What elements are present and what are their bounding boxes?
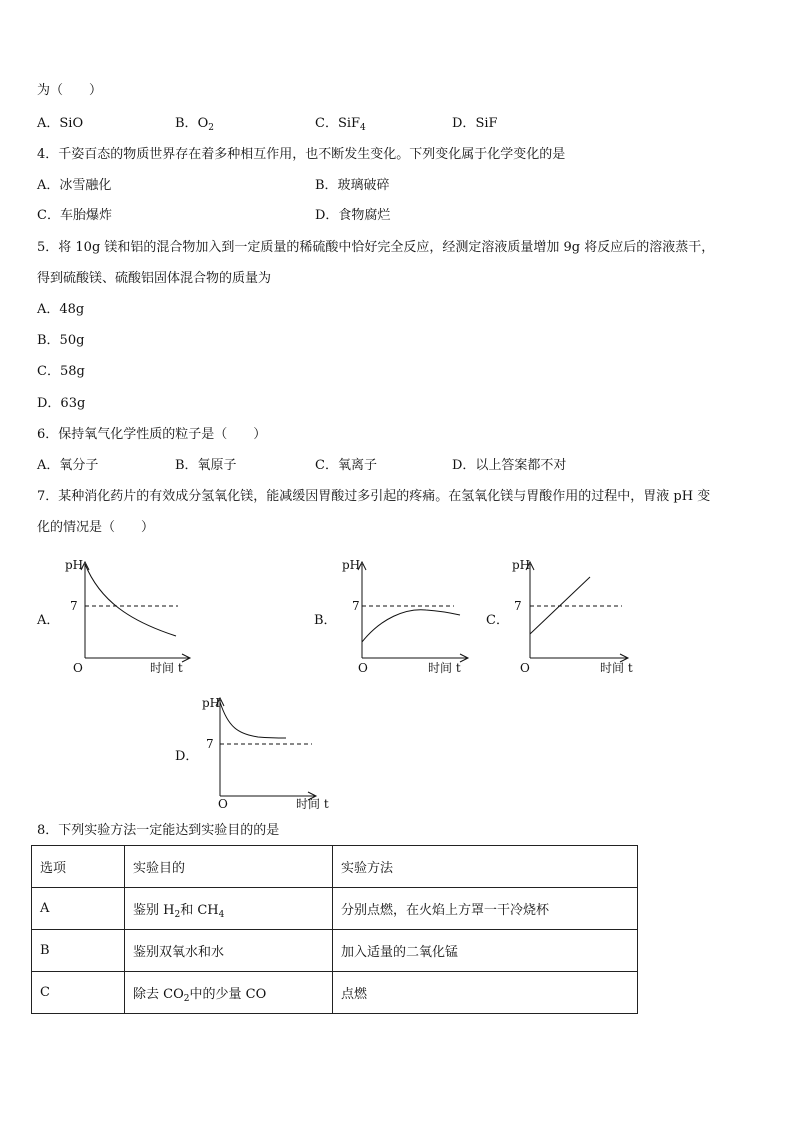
graph-b-ref: 7 <box>352 599 360 613</box>
graph-d-ylabel: pH <box>202 696 221 710</box>
q3-option-b: B．$O_2$ <box>175 116 214 133</box>
q6-stem: 6．保持氧气化学性质的粒子是（ ） <box>37 427 267 442</box>
row-option: A <box>32 888 125 930</box>
q6-option-a: A．氧分子 <box>37 458 99 473</box>
q3-stem-tail: 为（ ） <box>37 83 103 98</box>
graph-c-label: C． <box>486 613 509 628</box>
q5-stem-line1: 5．将 10g 镁和铝的混合物加入到一定质量的稀硫酸中恰好完全反应，经测定溶液质量增加 9g 将反应后的溶液蒸干， <box>37 240 715 255</box>
graph-b-ylabel: pH <box>342 558 361 572</box>
q5-stem-line2: 得到硫酸镁、硫酸铝固体混合物的质量为 <box>37 271 272 286</box>
table-row <box>32 930 638 972</box>
graph-d <box>196 692 336 814</box>
graph-a-ref: 7 <box>70 599 78 613</box>
graph-d-xlabel: 时间 t <box>296 797 329 811</box>
row-method: 加入适量的二氧化锰 <box>333 930 638 972</box>
header-method: 实验方法 <box>333 846 638 888</box>
q3-option-a: A．SiO <box>37 116 84 131</box>
table-header-row <box>32 846 638 888</box>
graph-c-origin: O <box>520 661 530 675</box>
q4-option-b: B．玻璃破碎 <box>315 178 390 193</box>
q6-option-c: C．氧离子 <box>315 458 377 473</box>
q4-option-a: A．冰雪融化 <box>37 178 112 193</box>
graph-c-xlabel: 时间 t <box>600 661 633 675</box>
row-method: 分别点燃，在火焰上方罩一干冷烧杯 <box>333 888 638 930</box>
graph-b <box>336 556 476 676</box>
q7-stem-line2: 化的情况是（ ） <box>37 520 155 535</box>
q5-option-b: B．50g <box>37 333 85 348</box>
q7-stem-line1: 7．某种消化药片的有效成分氢氧化镁，能减缓因胃酸过多引起的疼痛。在氢氧化镁与胃酸作用的过程中，胃液 pH 变 <box>37 489 711 504</box>
graph-a-xlabel: 时间 t <box>150 661 183 675</box>
table-row <box>32 888 638 930</box>
graph-a-origin: O <box>73 661 83 675</box>
graph-b-origin: O <box>358 661 368 675</box>
q4-stem: 4．千姿百态的物质世界存在着多种相互作用，也不断发生变化。下列变化属于化学变化的是 <box>37 147 566 162</box>
q6-option-d: D．以上答案都不对 <box>452 458 567 473</box>
q3-option-c: C．SiF$_4$ <box>315 116 366 133</box>
header-option: 选项 <box>32 846 125 888</box>
row-option: C <box>32 972 125 1014</box>
graph-a <box>60 556 200 676</box>
graph-a-ylabel: pH <box>65 558 84 572</box>
header-goal: 实验目的 <box>125 846 333 888</box>
q5-option-d: D．63g <box>37 396 86 411</box>
q4-option-d: D．食物腐烂 <box>315 208 391 223</box>
graph-c-ref: 7 <box>514 599 522 613</box>
q3-option-d: D．SiF <box>452 116 498 131</box>
graph-b-xlabel: 时间 t <box>428 661 461 675</box>
graph-d-ref: 7 <box>206 737 214 751</box>
row-goal: 鉴别双氧水和水 <box>125 930 333 972</box>
graph-c-ylabel: pH <box>512 558 531 572</box>
graph-d-label: D． <box>175 749 199 764</box>
q4-option-c: C．车胎爆炸 <box>37 208 112 223</box>
row-method: 点燃 <box>333 972 638 1014</box>
q5-option-c: C．58g <box>37 364 85 379</box>
row-option: B <box>32 930 125 972</box>
row-goal: 除去 $CO_2$中的少量 CO <box>125 972 333 1014</box>
row-goal: 鉴别 $H_2$和 $CH_4$ <box>125 888 333 930</box>
graph-b-label: B． <box>314 613 337 628</box>
q8-table <box>31 845 638 1014</box>
graph-c <box>506 556 646 676</box>
graph-a-label: A． <box>37 613 60 628</box>
graph-d-origin: O <box>218 797 228 811</box>
q8-stem: 8．下列实验方法一定能达到实验目的的是 <box>37 823 280 838</box>
q5-option-a: A．48g <box>37 302 85 317</box>
table-row <box>32 972 638 1014</box>
q6-option-b: B．氧原子 <box>175 458 237 473</box>
